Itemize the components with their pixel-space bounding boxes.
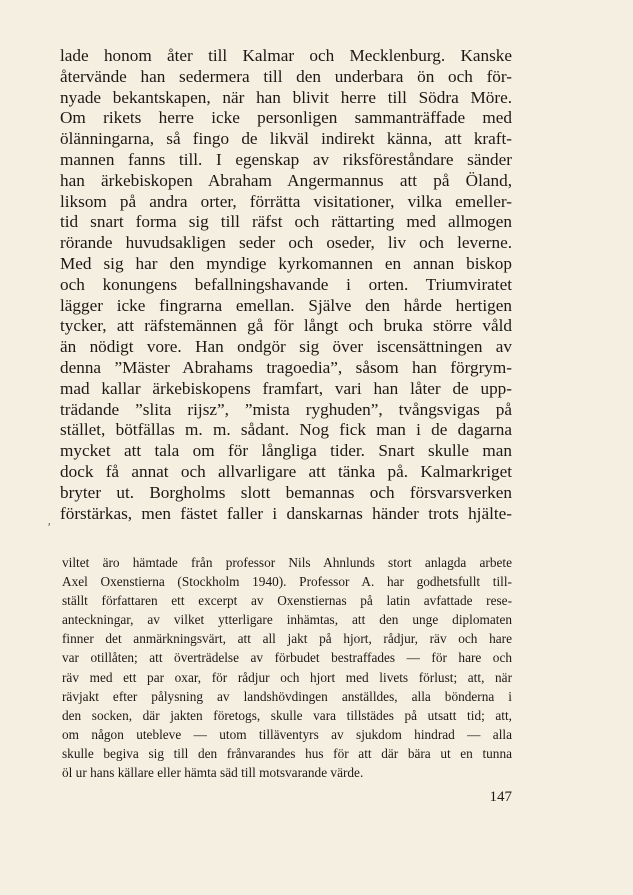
- text-line: bryter ut. Borgholms slott bemannas och försvarsverken: [60, 482, 512, 502]
- main-text: [60, 46, 512, 524]
- footnote-line: skulle begiva sig till den frånvarandes hus för att där bära ut en tunna: [62, 745, 512, 761]
- text-line: lade honom åter till Kalmar och Mecklenburg. Kanske: [60, 46, 512, 65]
- page-number: 147: [489, 789, 512, 805]
- text-line: förstärkas, men fästet faller i danskarnas händer trots hjälte-: [60, 503, 512, 523]
- text-line: liksom på andra orter, förrätta visitationer, vilka emeller-: [60, 191, 512, 211]
- footnote: [62, 553, 512, 782]
- text-line: denna ”Mäster Abrahams tragoedia”, såsom han förgrym-: [60, 357, 512, 377]
- text-line: mad kallar ärkebiskopens framfart, vari han låter de upp-: [60, 378, 512, 398]
- footnote-line: öl ur hans källare eller hämta säd till motsvarande värde.: [62, 765, 364, 781]
- text-line: ölänningarna, så fingo de likväl indirekt känna, att kraft-: [60, 129, 512, 149]
- footnote-line: Axel Oxenstierna (Stockholm 1940). Professor A. har godhetsfullt till-: [62, 574, 512, 590]
- text-line: han ärkebiskopen Abraham Angermannus att på Öland,: [60, 170, 512, 190]
- text-line: återvände han sedermera till den underbara ön och för-: [60, 66, 512, 86]
- text-line: än nödigt vore. Han ondgör sig över iscensättningen av: [60, 337, 512, 357]
- footnote-line: finner det anmärkningsvärt, att all jakt på hjort, rådjur, räv och hare: [62, 631, 512, 647]
- footnote-line: om någon utebleve — utom tilläventyrs av sjukdom hindrad — alla: [62, 726, 512, 742]
- text-line: Om rikets herre icke personligen sammanträffade med: [60, 108, 512, 128]
- text-line: trädande ”slita rijsz”, ”mista ryghuden”, tvångsvigas på: [60, 399, 512, 419]
- text-line: nyade bekantskapen, när han blivit herre till Södra Möre.: [60, 87, 512, 107]
- text-line: Med sig har den myndige kyrkomannen en annan biskop: [60, 253, 512, 273]
- text-line: rörande huvudsakligen seder och oseder, liv och leverne.: [60, 233, 512, 253]
- footnote-line: den socken, där jakten företogs, skulle vara tillstädes på utsatt tid; att,: [62, 707, 512, 723]
- footnote-line: anteckningar, av vilket ytterligare inhämtas, att den unge diplomaten: [62, 612, 512, 628]
- text-line: tid snart forma sig till räfst och rättarting med allmogen: [60, 212, 512, 232]
- footnote-line: räv med ett par oxar, för rådjur och hjort med livets förlust; att, när: [62, 669, 512, 685]
- footnote-line: viltet äro hämtade från professor Nils Ahnlunds stort anlagda arbete: [62, 555, 512, 570]
- text-line: och konungens befallningshavande i orten. Triumviratet: [60, 274, 512, 294]
- text-line: lägger icke fingrarna emellan. Själve den hårde hertigen: [60, 295, 512, 315]
- footnote-line: rävjakt efter pålysning av landshövdingen anställdes, alla bönderna i: [62, 688, 512, 704]
- margin-mark: ʹ: [48, 520, 51, 534]
- text-line: mannen fanns till. I egenskap av riksföreståndare sänder: [60, 149, 512, 169]
- text-line: dock få annat och allvarligare att tänka på. Kalmarkriget: [60, 461, 512, 481]
- text-line: stället, bötfällas m. m. sådant. Nog fick man i de dagarna: [60, 420, 512, 440]
- footnote-line: var otillåten; att överträdelse av förbudet bestraffades — för hare och: [62, 650, 512, 666]
- text-line: mycket att tala om för långliga tider. Snart skulle man: [60, 441, 512, 461]
- footnote-line: ställt författaren ett excerpt av Oxenstiernas på latin avfattade rese-: [62, 593, 512, 609]
- text-line: tycker, att räfstemännen gå för långt och bruka större våld: [60, 316, 512, 336]
